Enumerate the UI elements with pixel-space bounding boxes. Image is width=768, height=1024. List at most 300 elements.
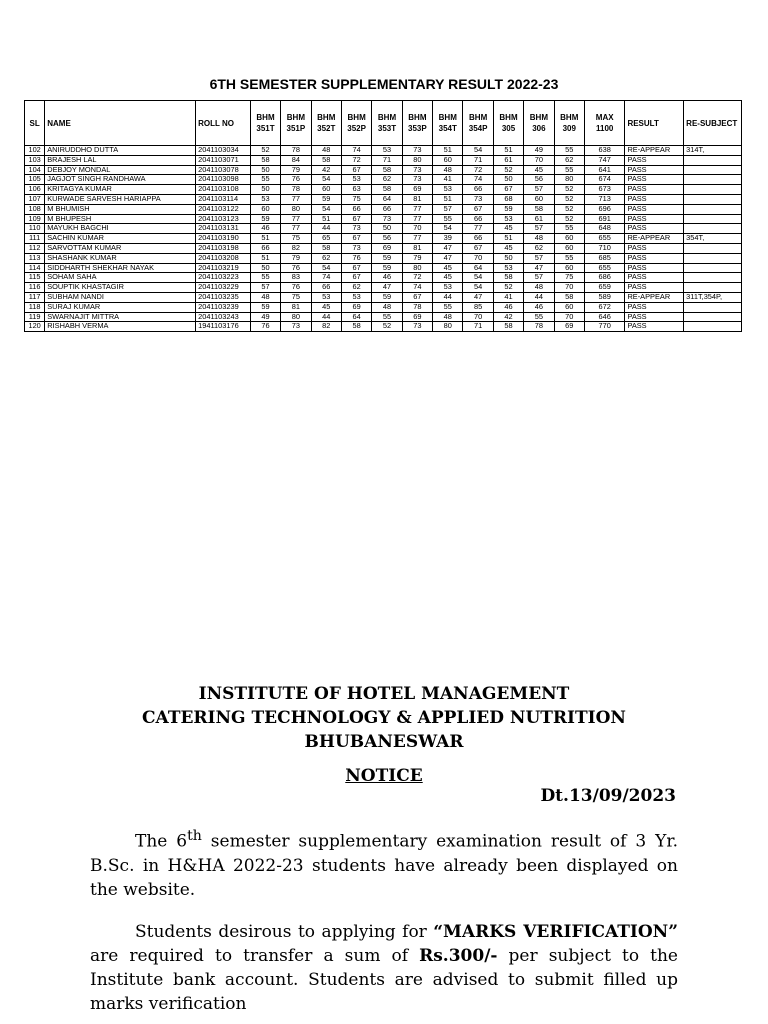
table-cell: 55	[372, 312, 402, 322]
table-cell: 73	[341, 224, 371, 234]
column-header: NAME	[45, 101, 196, 146]
table-cell: PASS	[625, 165, 684, 175]
table-cell: 710	[584, 243, 625, 253]
table-cell: 47	[433, 253, 463, 263]
table-cell: 55	[433, 302, 463, 312]
table-cell: 59	[372, 292, 402, 302]
table-cell: 2041103243	[196, 312, 251, 322]
table-cell: 103	[25, 155, 45, 165]
table-row	[25, 283, 742, 293]
table-cell: 80	[402, 263, 432, 273]
table-cell: RE-APPEAR	[625, 292, 684, 302]
table-cell: 105	[25, 175, 45, 185]
table-cell: 46	[524, 302, 554, 312]
table-cell: 61	[524, 214, 554, 224]
table-cell: DEBJOY MONDAL	[45, 165, 196, 175]
table-row	[25, 165, 742, 175]
table-cell: 64	[341, 312, 371, 322]
table-cell: 655	[584, 263, 625, 273]
table-cell: 62	[554, 155, 584, 165]
table-cell: SIDDHARTH SHEKHAR NAYAK	[45, 263, 196, 273]
table-cell: 49	[250, 312, 280, 322]
table-cell: 120	[25, 322, 45, 332]
table-row	[25, 243, 742, 253]
table-cell: 2041103198	[196, 243, 251, 253]
table-cell: 57	[250, 283, 280, 293]
para2-marks-verification: “MARKS VERIFICATION”	[433, 921, 678, 942]
table-cell: 74	[311, 273, 341, 283]
column-header: SL	[25, 101, 45, 146]
table-cell	[684, 263, 742, 273]
table-cell: 51	[433, 194, 463, 204]
table-cell: 45	[493, 224, 523, 234]
table-cell: 72	[463, 165, 493, 175]
table-cell: 114	[25, 263, 45, 273]
table-cell: 2041103235	[196, 292, 251, 302]
table-cell: 60	[554, 263, 584, 273]
table-cell: 50	[250, 263, 280, 273]
table-cell: 71	[463, 155, 493, 165]
table-cell: 2041103108	[196, 185, 251, 195]
table-cell: 76	[250, 322, 280, 332]
table-cell: 48	[524, 234, 554, 244]
table-cell: 70	[463, 312, 493, 322]
table-cell: 55	[524, 312, 554, 322]
table-cell: 78	[281, 146, 311, 156]
table-cell: 655	[584, 234, 625, 244]
table-cell: 53	[493, 263, 523, 273]
table-cell: 67	[463, 204, 493, 214]
table-cell: PASS	[625, 312, 684, 322]
table-cell	[684, 214, 742, 224]
table-cell: 66	[463, 234, 493, 244]
table-cell: 55	[554, 253, 584, 263]
table-cell: 80	[281, 312, 311, 322]
column-header: BHM 353T	[372, 101, 402, 146]
table-cell: 67	[341, 263, 371, 273]
table-cell: 75	[281, 234, 311, 244]
table-cell: 2041103123	[196, 214, 251, 224]
result-title: 6TH SEMESTER SUPPLEMENTARY RESULT 2022-23	[209, 76, 559, 92]
table-cell: 48	[250, 292, 280, 302]
table-cell: 59	[250, 214, 280, 224]
table-cell: 75	[341, 194, 371, 204]
table-header	[25, 101, 742, 146]
table-cell: KURWADE SARVESH HARIAPPA	[45, 194, 196, 204]
table-cell: 2041103229	[196, 283, 251, 293]
table-cell: 62	[524, 243, 554, 253]
table-row	[25, 224, 742, 234]
table-cell: 2041103223	[196, 273, 251, 283]
table-cell: 81	[402, 243, 432, 253]
para1-superscript: th	[187, 828, 202, 844]
table-cell: 108	[25, 204, 45, 214]
table-cell: 60	[433, 155, 463, 165]
table-cell: 52	[493, 165, 523, 175]
table-cell: 119	[25, 312, 45, 322]
table-cell: PASS	[625, 273, 684, 283]
table-row	[25, 155, 742, 165]
column-header: BHM 351P	[281, 101, 311, 146]
table-row	[25, 204, 742, 214]
table-cell: 77	[402, 204, 432, 214]
table-cell: 641	[584, 165, 625, 175]
table-row	[25, 292, 742, 302]
table-cell: RISHABH VERMA	[45, 322, 196, 332]
table-cell: 39	[433, 234, 463, 244]
table-cell: 48	[433, 312, 463, 322]
table-cell: 672	[584, 302, 625, 312]
table-cell: PASS	[625, 283, 684, 293]
table-cell: 69	[402, 185, 432, 195]
table-cell: 72	[341, 155, 371, 165]
table-cell: 686	[584, 273, 625, 283]
table-cell: ANIRUDDHO DUTTA	[45, 146, 196, 156]
table-cell: 109	[25, 214, 45, 224]
table-cell: 2041103071	[196, 155, 251, 165]
table-cell	[684, 185, 742, 195]
table-row	[25, 146, 742, 156]
table-cell: 82	[311, 322, 341, 332]
table-cell: BRAJESH LAL	[45, 155, 196, 165]
table-cell: 60	[554, 302, 584, 312]
table-row	[25, 263, 742, 273]
table-cell: 62	[372, 175, 402, 185]
table-cell: 73	[402, 322, 432, 332]
table-cell: PASS	[625, 185, 684, 195]
table-cell: 49	[524, 146, 554, 156]
table-cell: 51	[433, 146, 463, 156]
table-cell: 67	[493, 185, 523, 195]
table-cell: 58	[341, 322, 371, 332]
table-cell: 56	[524, 175, 554, 185]
table-cell: 45	[493, 243, 523, 253]
table-cell: 47	[372, 283, 402, 293]
table-cell	[684, 155, 742, 165]
table-cell: 55	[250, 273, 280, 283]
table-cell: 54	[311, 204, 341, 214]
table-cell: 48	[311, 146, 341, 156]
table-cell: 76	[281, 283, 311, 293]
table-cell: SACHIN KUMAR	[45, 234, 196, 244]
table-cell: SOHAM SAHA	[45, 273, 196, 283]
table-cell: 44	[433, 292, 463, 302]
table-cell: 47	[524, 263, 554, 273]
table-cell: 589	[584, 292, 625, 302]
table-cell: PASS	[625, 214, 684, 224]
table-cell: 57	[524, 273, 554, 283]
table-cell: 112	[25, 243, 45, 253]
table-cell: 53	[433, 185, 463, 195]
table-cell: 1941103176	[196, 322, 251, 332]
table-cell: 67	[463, 243, 493, 253]
table-cell: 106	[25, 185, 45, 195]
table-cell: 73	[402, 165, 432, 175]
table-cell: 76	[341, 253, 371, 263]
table-cell: PASS	[625, 253, 684, 263]
table-cell: 59	[311, 194, 341, 204]
table-cell: 2041103208	[196, 253, 251, 263]
table-cell: 54	[463, 273, 493, 283]
table-cell: 67	[402, 292, 432, 302]
table-cell: 51	[493, 234, 523, 244]
table-cell: 80	[281, 204, 311, 214]
table-cell: 311T,354P,	[684, 292, 742, 302]
table-cell	[684, 194, 742, 204]
table-cell: 66	[341, 204, 371, 214]
table-cell: 77	[463, 224, 493, 234]
column-header: MAX 1100	[584, 101, 625, 146]
table-cell	[684, 312, 742, 322]
table-cell: 74	[341, 146, 371, 156]
table-cell: 68	[493, 194, 523, 204]
table-cell: 63	[341, 185, 371, 195]
table-cell	[684, 302, 742, 312]
table-cell: 62	[311, 253, 341, 263]
table-cell: 80	[554, 175, 584, 185]
table-cell: 75	[554, 273, 584, 283]
table-cell: 69	[402, 312, 432, 322]
table-cell: 117	[25, 292, 45, 302]
column-header: BHM 354P	[463, 101, 493, 146]
table-cell: 58	[524, 204, 554, 214]
column-header: ROLL NO	[196, 101, 251, 146]
table-cell: SHASHANK KUMAR	[45, 253, 196, 263]
table-cell: 70	[554, 312, 584, 322]
table-cell: 62	[341, 283, 371, 293]
table-cell	[684, 283, 742, 293]
table-cell: 73	[341, 243, 371, 253]
table-cell: 52	[250, 146, 280, 156]
table-cell: 77	[281, 224, 311, 234]
table-cell: 45	[311, 302, 341, 312]
table-cell: 685	[584, 253, 625, 263]
para2-text-c: are required to transfer a sum of	[90, 945, 420, 966]
table-cell: 54	[311, 175, 341, 185]
notice-date: Dt.13/09/2023	[540, 786, 676, 806]
table-cell: M BHUMISH	[45, 204, 196, 214]
table-cell: 79	[281, 253, 311, 263]
table-cell: 54	[433, 224, 463, 234]
table-cell: 58	[311, 243, 341, 253]
para1-text-b: semester supplementary examination result of 3 Yr. B.Sc. in H&HA 2022-23 students have already been displayed on the website.	[90, 831, 678, 900]
table-row	[25, 302, 742, 312]
column-header: BHM 306	[524, 101, 554, 146]
table-cell: 696	[584, 204, 625, 214]
table-cell: SURAJ KUMAR	[45, 302, 196, 312]
table-cell: 59	[372, 263, 402, 273]
column-header: RE-SUBJECT	[684, 101, 742, 146]
table-row	[25, 194, 742, 204]
table-cell: 2041103122	[196, 204, 251, 214]
table-cell: 107	[25, 194, 45, 204]
table-cell: 72	[402, 273, 432, 283]
table-cell: 747	[584, 155, 625, 165]
table-cell: 57	[524, 224, 554, 234]
table-cell: 50	[493, 253, 523, 263]
notice	[0, 682, 768, 1016]
table-cell: 51	[311, 214, 341, 224]
table-cell: 66	[463, 185, 493, 195]
table-cell: 2041103239	[196, 302, 251, 312]
table-row	[25, 185, 742, 195]
table-row	[25, 322, 742, 332]
notice-paragraph-1	[0, 824, 768, 902]
table-cell: 58	[311, 155, 341, 165]
table-cell: 54	[463, 146, 493, 156]
table-cell: 691	[584, 214, 625, 224]
table-cell: 59	[372, 253, 402, 263]
table-cell: 59	[493, 204, 523, 214]
table-cell: 67	[341, 273, 371, 283]
table-cell: KRITAGYA KUMAR	[45, 185, 196, 195]
table-cell: 60	[524, 194, 554, 204]
table-cell: 64	[463, 263, 493, 273]
table-row	[25, 273, 742, 283]
table-cell: 41	[433, 175, 463, 185]
table-cell: 74	[402, 283, 432, 293]
table-cell: 67	[341, 214, 371, 224]
table-cell: 54	[311, 263, 341, 273]
table-cell: 47	[433, 243, 463, 253]
table-cell: 70	[524, 155, 554, 165]
table-row	[25, 175, 742, 185]
table-cell: 52	[554, 185, 584, 195]
table-cell: 58	[372, 185, 402, 195]
table-cell: 55	[554, 165, 584, 175]
table-cell: 50	[493, 175, 523, 185]
table-cell: 58	[372, 165, 402, 175]
table-cell: 2041103098	[196, 175, 251, 185]
table-cell: 77	[281, 194, 311, 204]
institute-location: BHUBANESWAR	[304, 732, 464, 752]
table-cell: 42	[493, 312, 523, 322]
table-cell: 53	[433, 283, 463, 293]
table-cell: 73	[402, 175, 432, 185]
table-cell: 52	[493, 283, 523, 293]
column-header: BHM 353P	[402, 101, 432, 146]
table-cell: 45	[433, 263, 463, 273]
table-cell: 60	[554, 243, 584, 253]
table-cell: 52	[372, 322, 402, 332]
table-cell: 2041103190	[196, 234, 251, 244]
table-cell	[684, 204, 742, 214]
table-cell: 74	[463, 175, 493, 185]
table-cell: 70	[554, 283, 584, 293]
table-cell: 713	[584, 194, 625, 204]
table-cell: 673	[584, 185, 625, 195]
table-row	[25, 234, 742, 244]
table-cell: 77	[402, 214, 432, 224]
table-cell: 2041103131	[196, 224, 251, 234]
table-cell: 55	[554, 146, 584, 156]
table-cell: PASS	[625, 322, 684, 332]
table-cell: SOUPTIK KHASTAGIR	[45, 283, 196, 293]
table-cell: RE-APPEAR	[625, 146, 684, 156]
table-cell: 65	[311, 234, 341, 244]
table-cell: 53	[311, 292, 341, 302]
table-cell: 77	[402, 234, 432, 244]
table-cell: 354T,	[684, 234, 742, 244]
table-cell: 71	[463, 322, 493, 332]
table-cell: JAGJOT SINGH RANDHAWA	[45, 175, 196, 185]
table-cell: 53	[372, 146, 402, 156]
table-cell: 46	[250, 224, 280, 234]
table-cell: 55	[554, 224, 584, 234]
table-cell: 50	[250, 185, 280, 195]
table-cell: 41	[493, 292, 523, 302]
table-cell: SWARNAJIT MITTRA	[45, 312, 196, 322]
column-header: BHM 352T	[311, 101, 341, 146]
table-cell	[684, 322, 742, 332]
table-cell: 648	[584, 224, 625, 234]
table-cell: 52	[554, 194, 584, 204]
table-cell: 82	[281, 243, 311, 253]
table-cell: 44	[524, 292, 554, 302]
table-cell: 78	[402, 302, 432, 312]
table-cell: 77	[281, 214, 311, 224]
table-cell: 76	[281, 263, 311, 273]
table-cell: 44	[311, 224, 341, 234]
table-cell: 116	[25, 283, 45, 293]
table-cell: 81	[402, 194, 432, 204]
column-header: BHM 351T	[250, 101, 280, 146]
table-cell: 314T,	[684, 146, 742, 156]
table-cell: 51	[250, 234, 280, 244]
table-cell: 58	[493, 273, 523, 283]
table-cell: 81	[281, 302, 311, 312]
table-cell: 60	[311, 185, 341, 195]
table-cell: PASS	[625, 194, 684, 204]
table-cell: PASS	[625, 204, 684, 214]
table-cell: 69	[341, 302, 371, 312]
table-cell: 73	[281, 322, 311, 332]
table-cell: 51	[493, 146, 523, 156]
table-cell: 66	[372, 204, 402, 214]
table-cell: 58	[493, 322, 523, 332]
table-cell: 67	[341, 234, 371, 244]
table-cell: SUBHAM NANDI	[45, 292, 196, 302]
table-cell: 70	[463, 253, 493, 263]
table-cell: 2041103114	[196, 194, 251, 204]
table-row	[25, 312, 742, 322]
table-cell: 659	[584, 283, 625, 293]
table-cell: 104	[25, 165, 45, 175]
table-cell: 57	[433, 204, 463, 214]
table-cell	[684, 165, 742, 175]
table-cell: 67	[341, 165, 371, 175]
table-cell: 64	[372, 194, 402, 204]
table-cell: 50	[372, 224, 402, 234]
table-cell: 60	[250, 204, 280, 214]
table-cell: 66	[311, 283, 341, 293]
table-row	[25, 253, 742, 263]
table-cell: 47	[463, 292, 493, 302]
table-cell: 110	[25, 224, 45, 234]
table-cell: 48	[372, 302, 402, 312]
institute-name-line1: INSTITUTE OF HOTEL MANAGEMENT	[198, 684, 570, 704]
table-cell: 56	[372, 234, 402, 244]
table-cell: 54	[463, 283, 493, 293]
table-cell: 2041103034	[196, 146, 251, 156]
table-cell: 770	[584, 322, 625, 332]
table-cell: 80	[402, 155, 432, 165]
table-cell: 58	[554, 292, 584, 302]
table-cell: 52	[554, 214, 584, 224]
table-cell: 60	[554, 234, 584, 244]
institute-name-line2: CATERING TECHNOLOGY & APPLIED NUTRITION	[142, 708, 626, 728]
table-cell: 78	[524, 322, 554, 332]
